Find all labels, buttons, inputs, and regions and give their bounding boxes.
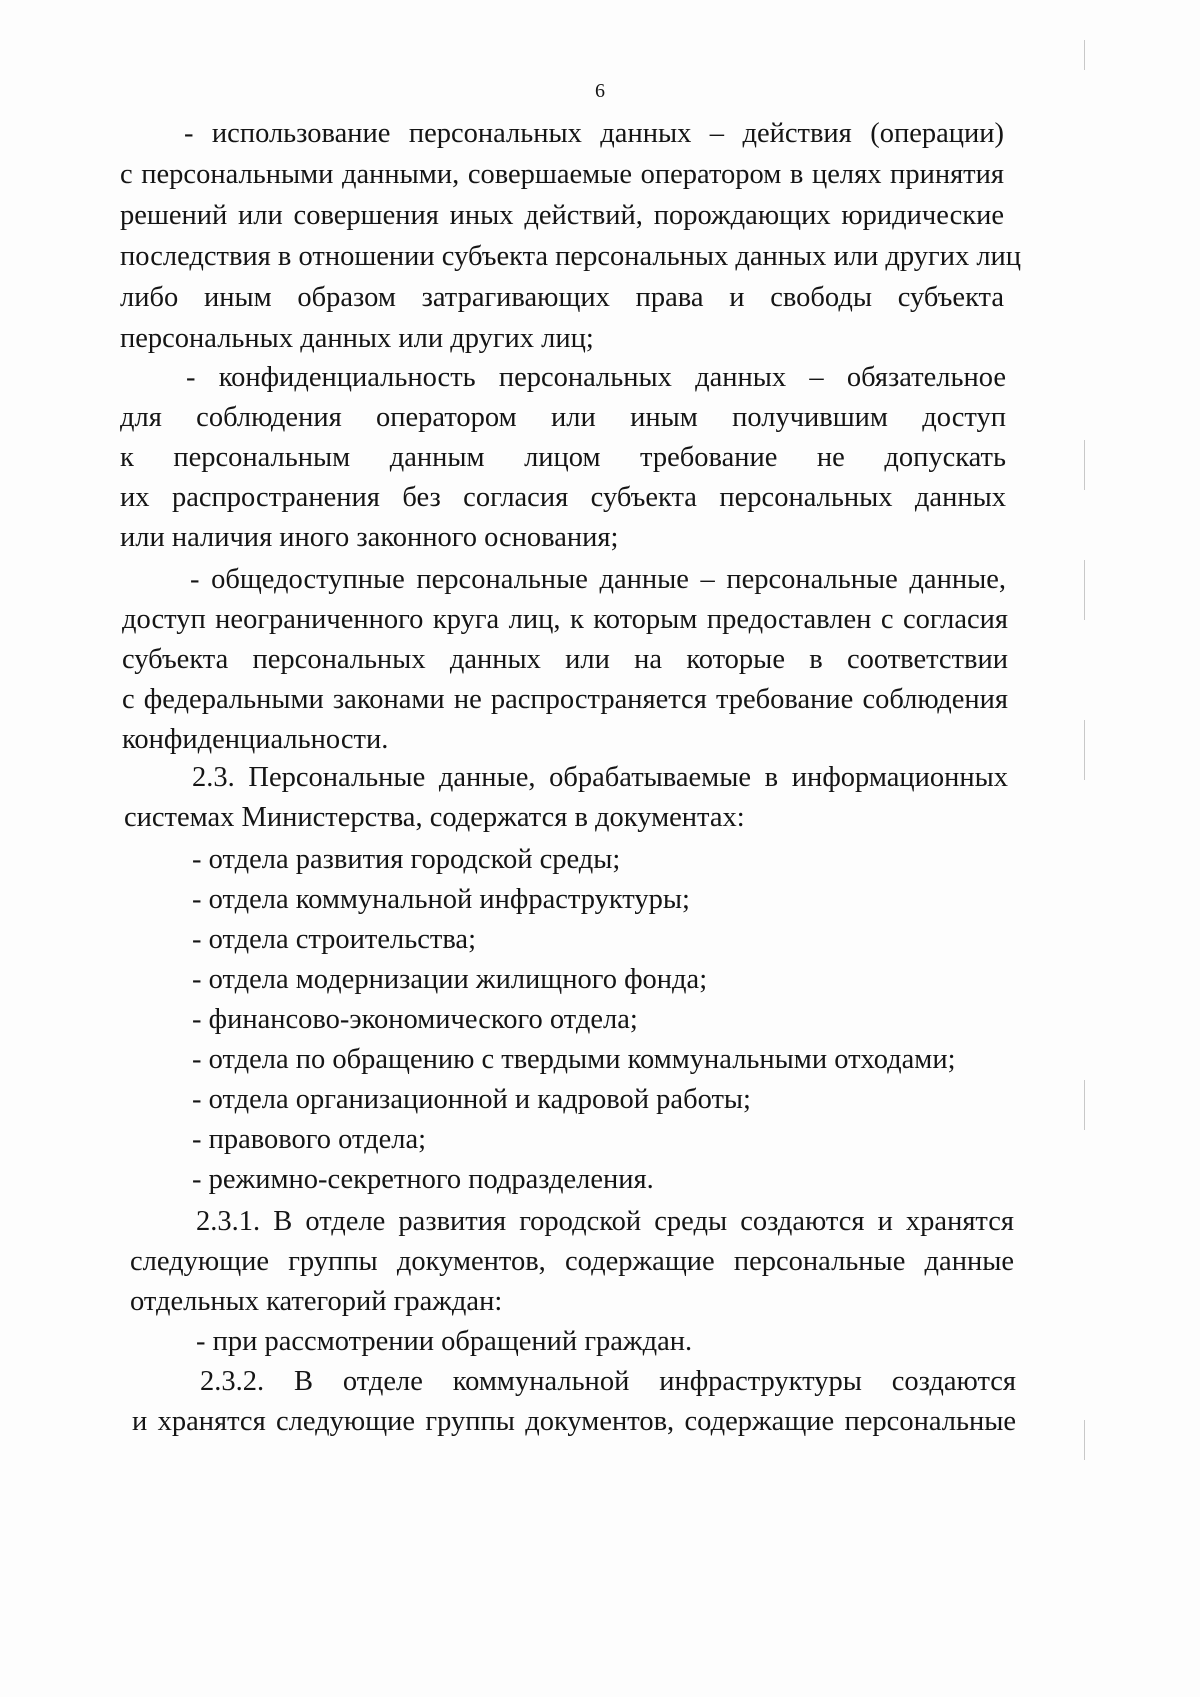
text-line: конфиденциальности. [122,724,389,755]
text-line: для соблюдения оператором или иным получившим доступ [120,402,1006,433]
text-line: доступ неограниченного круга лиц, к которым предоставлен с согласия [122,604,1008,635]
text-line: или наличия иного законного основания; [120,522,619,553]
text-line: - использование персональных данных – действия (операции) [184,118,1004,149]
text-line: их распространения без согласия субъекта персональных данных [120,482,1006,513]
text-line: 2.3.1. В отделе развития городской среды создаются и хранятся [196,1206,1014,1237]
text-line: - конфиденциальность персональных данных – обязательное [186,362,1006,393]
list-item: - отдела по обращению с твердыми коммунальными отходами; [192,1044,956,1075]
text-line: 2.3. Персональные данные, обрабатываемые в информационных [192,762,1008,793]
text-line: последствия в отношении субъекта персональных данных или других лиц [120,241,1022,272]
scan-edge-mark [1084,720,1085,780]
text-line: субъекта персональных данных или на которые в соответствии [122,644,1008,675]
text-line: системах Министерства, содержатся в документах: [124,802,745,833]
text-line: персональных данных или других лиц; [120,323,594,354]
list-item: - отдела строительства; [192,924,476,955]
list-item: - отдела организационной и кадровой работы; [192,1084,751,1115]
scan-edge-mark [1084,1420,1085,1460]
text-line: решений или совершения иных действий, порождающих юридические [120,200,1004,231]
list-item: - правового отдела; [192,1124,427,1155]
scan-edge-mark [1084,440,1085,490]
scan-edge-mark [1084,560,1085,620]
list-item: - отдела развития городской среды; [192,844,621,875]
text-line: 2.3.2. В отделе коммунальной инфраструктуры создаются [200,1366,1016,1397]
text-line: и хранятся следующие группы документов, содержащие персональные [132,1406,1016,1437]
text-line: - общедоступные персональные данные – персональные данные, [190,564,1006,595]
text-line: с федеральными законами не распространяется требование соблюдения [122,684,1008,715]
list-item: - отдела коммунальной инфраструктуры; [192,884,690,915]
text-line: к персональным данным лицом требование не допускать [120,442,1006,473]
list-item: - финансово-экономического отдела; [192,1004,638,1035]
text-line: либо иным образом затрагивающих права и свободы субъекта [120,282,1004,313]
text-line: с персональными данными, совершаемые оператором в целях принятия [120,159,1004,190]
text-line: - при рассмотрении обращений граждан. [196,1326,693,1357]
page-number: 6 [595,80,605,102]
list-item: - отдела модернизации жилищного фонда; [192,964,708,995]
text-line: следующие группы документов, содержащие персональные данные [130,1246,1014,1277]
list-item: - режимно-секретного подразделения. [192,1164,654,1195]
scan-edge-mark [1084,40,1085,70]
text-line: отдельных категорий граждан: [130,1286,503,1317]
scan-edge-mark [1084,1080,1085,1130]
